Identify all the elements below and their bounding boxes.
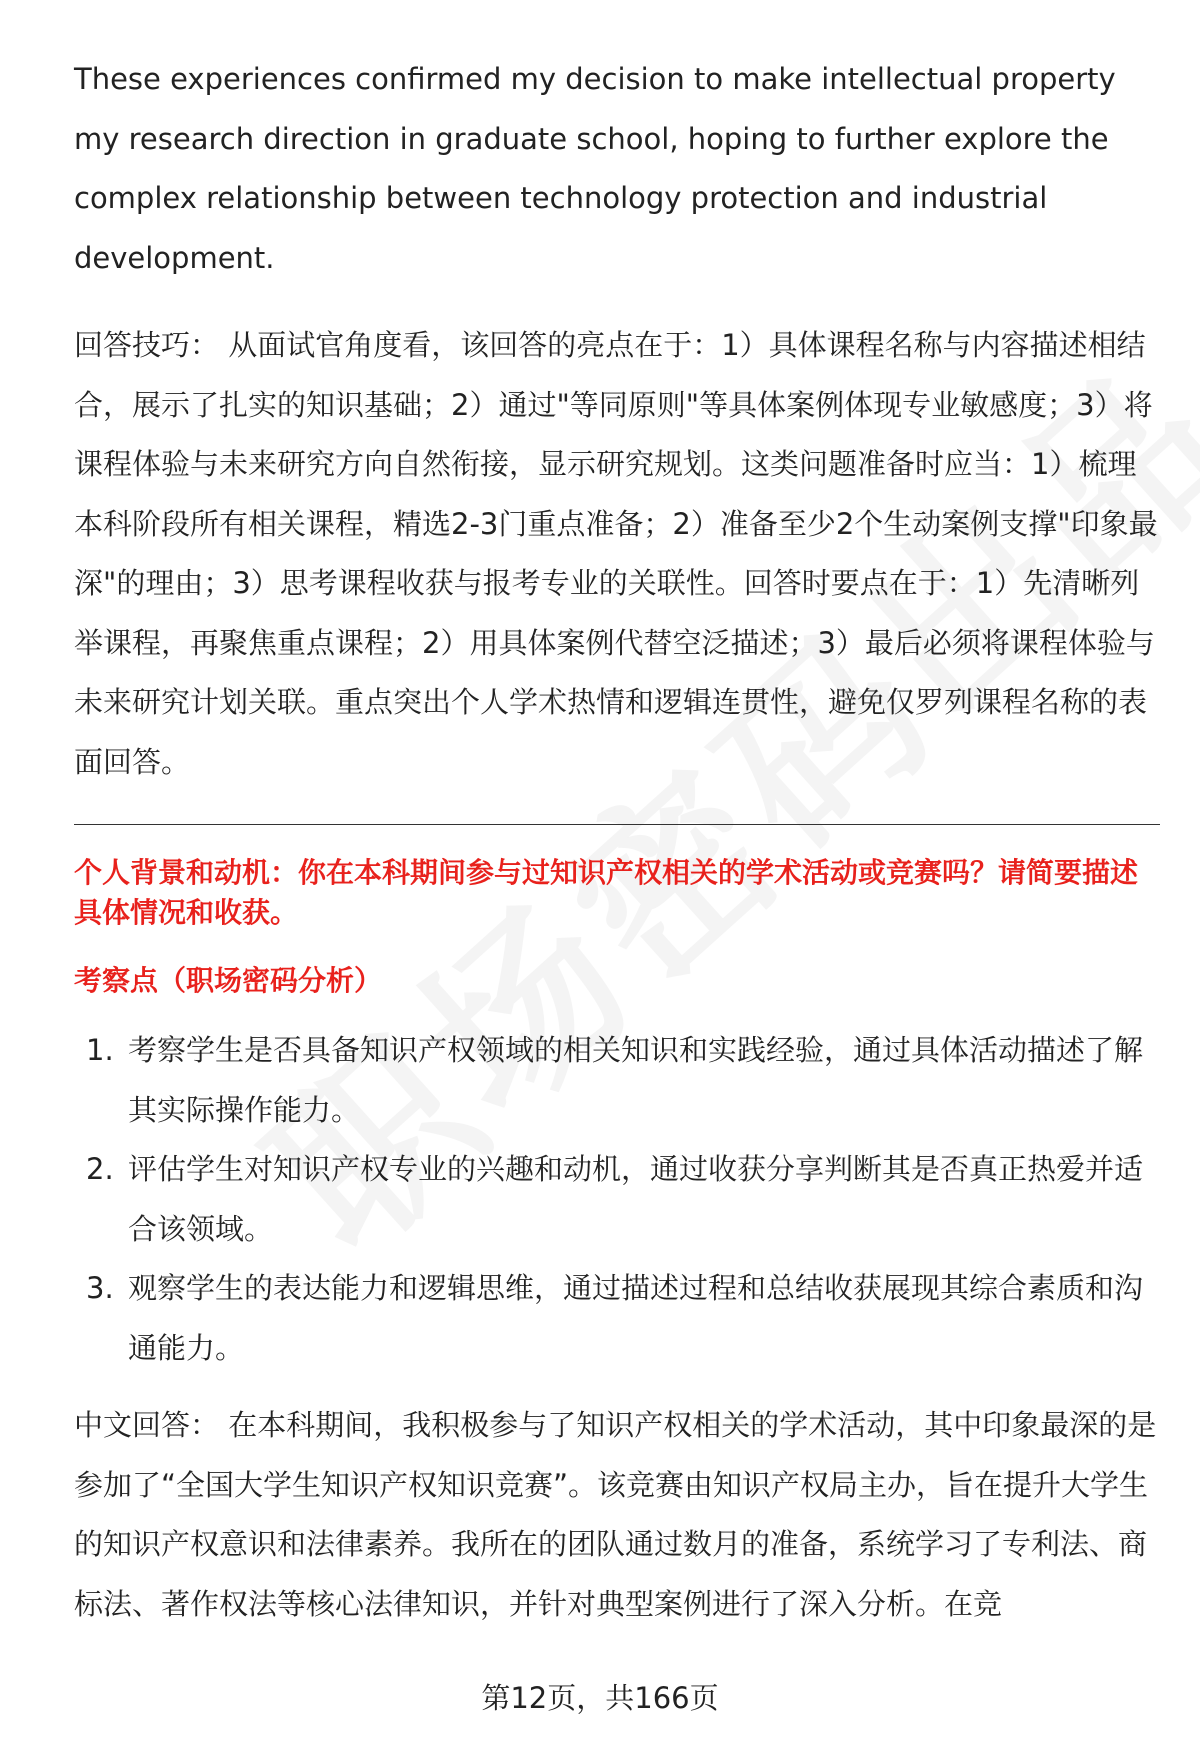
list-item-number: 3. bbox=[86, 1271, 114, 1305]
list-item bbox=[74, 1021, 1160, 1140]
page-content bbox=[74, 50, 1160, 1634]
english-closing-paragraph: These experiences confirmed my decision to make intellectual property my research direction in graduate school, hoping to further explore the complex relationship between technology protection and industrial development. bbox=[74, 62, 1116, 275]
evaluation-points-heading: 考察点（职场密码分析） bbox=[74, 964, 383, 997]
section-divider bbox=[74, 824, 1160, 825]
chinese-answer-paragraph: 中文回答： 在本科期间，我积极参与了知识产权相关的学术活动，其中印象最深的是参加了“全国大学生知识产权知识竞赛”。该竞赛由知识产权局主办，旨在提升大学生的知识产权意识和法律素养。我所在的团队通过数月的准备，系统学习了专利法、商标法、著作权法等核心法律知识，并针对典型案例进行了深入分析。在竞 bbox=[74, 1408, 1157, 1621]
list-item bbox=[74, 1140, 1160, 1259]
list-item-text: 观察学生的表达能力和逻辑思维，通过描述过程和总结收获展现其综合素质和沟通能力。 bbox=[128, 1271, 1144, 1365]
page-number-footer: 第12页，共166页 bbox=[481, 1681, 719, 1715]
list-item-number: 2. bbox=[86, 1152, 114, 1186]
list-item bbox=[74, 1259, 1160, 1378]
list-item-number: 1. bbox=[86, 1033, 114, 1067]
evaluation-points-list bbox=[74, 1021, 1160, 1378]
answer-tips-paragraph: 回答技巧： 从面试官角度看，该回答的亮点在于：1）具体课程名称与内容描述相结合，展示了扎实的知识基础；2）通过"等同原则"等具体案例体现专业敏感度；3）将课程体验与未来研究方向自然衔接，显示研究规划。这类问题准备时应当：1）梳理本科阶段所有相关课程，精选2-3门重点准备；2）准备至少2个生动案例支撑"印象最深"的理由；3）思考课程收获与报考专业的关联性。回答时要点在于：1）先清晰列举课程，再聚焦重点课程；2）用具体案例代替空泛描述；3）最后必须将课程体验与未来研究计划关联。重点突出个人学术热情和逻辑连贯性，避免仅罗列课程名称的表面回答。 bbox=[74, 328, 1158, 779]
list-item-text: 评估学生对知识产权专业的兴趣和动机，通过收获分享判断其是否真正热爱并适合该领域。 bbox=[128, 1152, 1144, 1246]
list-item-text: 考察学生是否具备知识产权领域的相关知识和实践经验，通过具体活动描述了解其实际操作能力。 bbox=[128, 1033, 1144, 1127]
question-heading: 个人背景和动机：你在本科期间参与过知识产权相关的学术活动或竞赛吗？请简要描述具体情况和收获。 bbox=[74, 856, 1139, 929]
